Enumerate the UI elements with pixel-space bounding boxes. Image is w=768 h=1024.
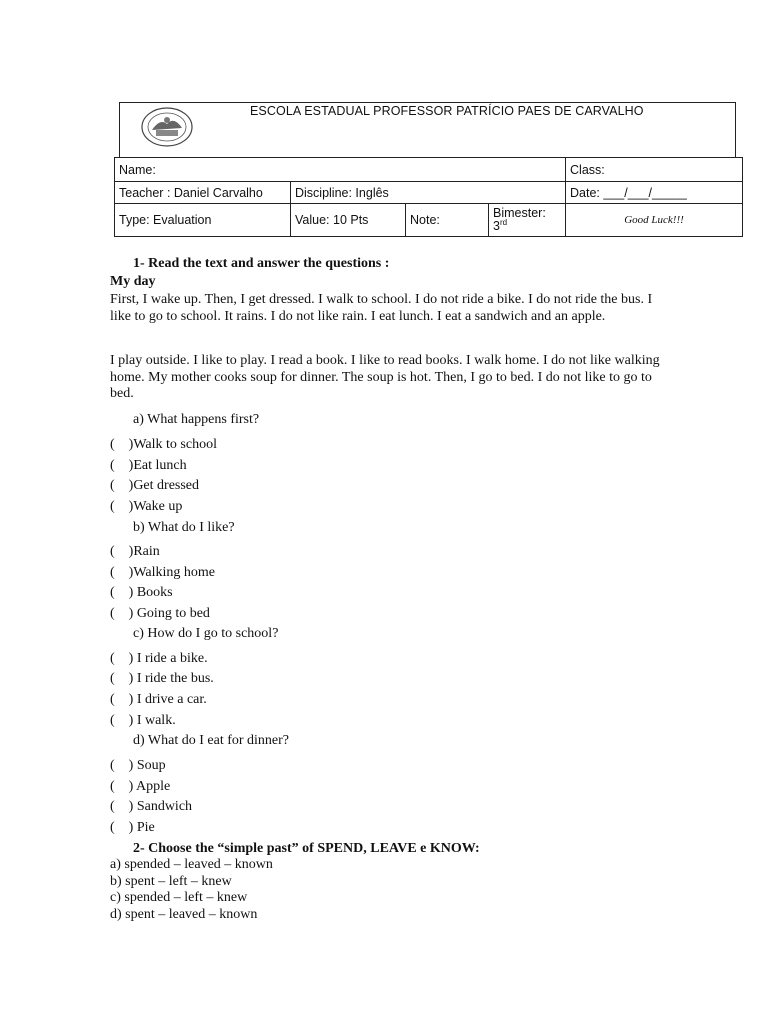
question-1-title: 1- Read the text and answer the questions : <box>133 256 390 271</box>
school-seal-icon <box>140 106 194 148</box>
answer-option[interactable]: b) spent – left – knew <box>110 874 232 889</box>
option-checkbox[interactable]: ( )Rain <box>110 544 160 559</box>
option-checkbox[interactable]: ( ) I ride the bus. <box>110 671 214 686</box>
option-checkbox[interactable]: ( ) Books <box>110 585 173 600</box>
class-field[interactable]: Class: <box>566 158 743 182</box>
student-info-table <box>114 157 743 237</box>
note-field[interactable]: Note: <box>406 204 489 237</box>
option-checkbox[interactable]: ( )Walking home <box>110 565 216 580</box>
bimester-field <box>489 204 566 237</box>
date-field[interactable]: Date: ___/___/_____ <box>566 182 743 204</box>
option-checkbox[interactable]: ( )Get dressed <box>110 478 200 493</box>
option-checkbox[interactable]: ( ) I drive a car. <box>110 692 207 707</box>
bimester-value: 3 <box>493 219 500 233</box>
answer-option[interactable]: a) spended – leaved – known <box>110 857 273 872</box>
subquestion-a: a) What happens first? <box>133 412 260 427</box>
bimester-label: Bimester: <box>493 206 546 220</box>
option-checkbox[interactable]: ( ) Apple <box>110 779 171 794</box>
option-checkbox[interactable]: ( ) I ride a bike. <box>110 651 208 666</box>
answer-option[interactable]: c) spended – left – knew <box>110 890 248 905</box>
teacher-field: Teacher : Daniel Carvalho <box>115 182 291 204</box>
subquestion-d: d) What do I eat for dinner? <box>133 733 290 748</box>
option-checkbox[interactable]: ( ) Soup <box>110 758 166 773</box>
discipline-field: Discipline: Inglês <box>291 182 566 204</box>
bimester-suffix: rd <box>499 217 508 227</box>
option-checkbox[interactable]: ( ) Sandwich <box>110 799 193 814</box>
subquestion-b: b) What do I like? <box>133 520 235 535</box>
subquestion-c: c) How do I go to school? <box>133 626 279 641</box>
good-luck-text: Good Luck!!! <box>566 204 743 237</box>
value-field: Value: 10 Pts <box>291 204 406 237</box>
option-checkbox[interactable]: ( ) Going to bed <box>110 606 210 621</box>
option-checkbox[interactable]: ( )Wake up <box>110 499 183 514</box>
option-checkbox[interactable]: ( ) I walk. <box>110 713 176 728</box>
answer-option[interactable]: d) spent – leaved – known <box>110 907 258 922</box>
option-checkbox[interactable]: ( )Eat lunch <box>110 458 187 473</box>
question-2-title: 2- Choose the “simple past” of SPEND, LEAVE e KNOW: <box>133 841 480 856</box>
story-paragraph: I play outside. I like to play. I read a book. I like to read books. I walk home. I do not like walking home. My mother cooks soup for dinner. The soup is hot. Then, I go to bed. I do not like to go to bed. <box>110 353 660 401</box>
name-field[interactable]: Name: <box>115 158 566 182</box>
option-checkbox[interactable]: ( )Walk to school <box>110 437 217 452</box>
type-field: Type: Evaluation <box>115 204 291 237</box>
option-checkbox[interactable]: ( ) Pie <box>110 820 155 835</box>
story-paragraph: First, I wake up. Then, I get dressed. I walk to school. I do not ride a bike. I do not ride the bus. I like to go to school. It rains. I do not like rain. I eat lunch. I eat a sandwich and an apple. <box>110 292 653 324</box>
school-title: ESCOLA ESTADUAL PROFESSOR PATRÍCIO PAES DE CARVALHO <box>250 104 644 118</box>
story-title: My day <box>110 274 156 289</box>
